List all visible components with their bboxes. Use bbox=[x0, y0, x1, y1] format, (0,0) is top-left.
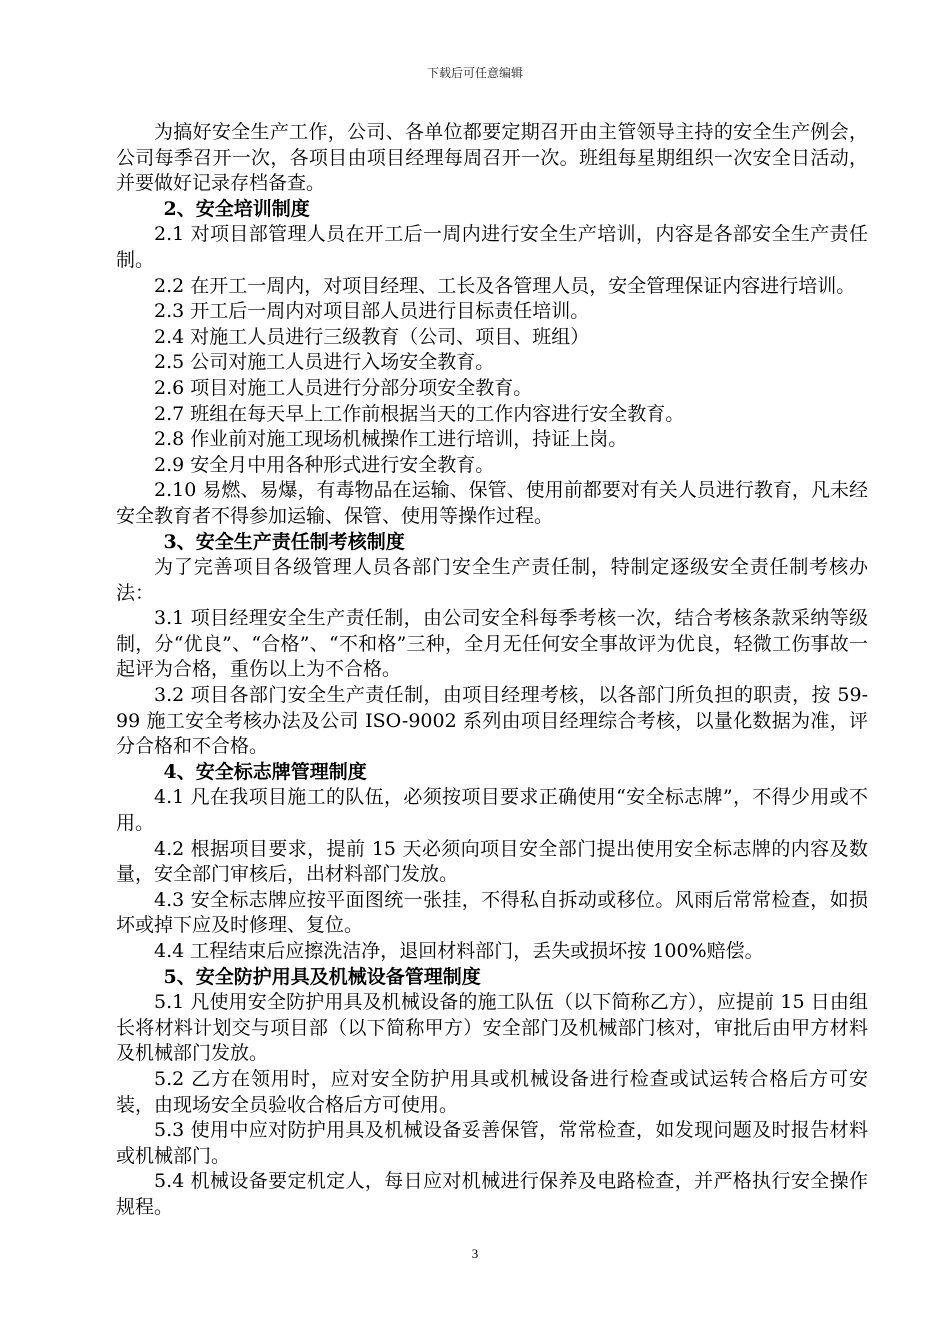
paragraph: 3.1 项目经理安全生产责任制，由公司安全科每季考核一次，结合考核条款采纳等级制，分“优良”、“合格”、“不和格”三种，全月无任何安全事故评为优良，轻微工伤事故一起评为合格，重伤以上为不合格。 bbox=[116, 607, 868, 681]
paragraph: 5.2 乙方在领用时，应对安全防护用具或机械设备进行检查或试运转合格后方可安装，由现场安全员验收合格后方可使用。 bbox=[116, 1067, 868, 1116]
paragraph: 2.7 班组在每天早上工作前根据当天的工作内容进行安全教育。 bbox=[154, 402, 685, 425]
paragraph: 2.9 安全月中用各种形式进行安全教育。 bbox=[154, 453, 495, 476]
paragraph: 2.10 易燃、易爆，有毒物品在运输、保管、使用前都要对有关人员进行教育，凡未经安全教育者不得参加运输、保管、使用等操作过程。 bbox=[116, 479, 868, 527]
paragraph: 4.2 根据项目要求，提前 15 天必须向项目安全部门提出使用安全标志牌的内容及数量，安全部门审核后，出材料部门发放。 bbox=[116, 837, 868, 886]
paragraph: 2.8 作业前对施工现场机械操作工进行培训，持证上岗。 bbox=[154, 428, 628, 451]
section-heading: 5、安全防护用具及机械设备管理制度 bbox=[163, 965, 481, 988]
paragraph: 为了完善项目各级管理人员各部门安全生产责任制，特制定逐级安全责任制考核办法： bbox=[116, 556, 868, 604]
paragraph: 5.3 使用中应对防护用具及机械设备妥善保管，常常检查，如发现问题及时报告材料或机械部门。 bbox=[116, 1119, 868, 1167]
paragraph: 2.6 项目对施工人员进行分部分项安全教育。 bbox=[154, 376, 533, 399]
section-heading: 2、安全培训制度 bbox=[163, 197, 310, 220]
section-heading: 4、安全标志牌管理制度 bbox=[163, 760, 367, 783]
paragraph: 2.5 公司对施工人员进行入场安全教育。 bbox=[154, 351, 495, 374]
paragraph: 为搞好安全生产工作，公司、各单位都要定期召开由主管领导主持的安全生产例会，公司每季召开一次，各项目由项目经理每周召开一次。班组每星期组织一次安全日活动，并要做好记录存档备查。 bbox=[116, 121, 868, 195]
paragraph: 5.1 凡使用安全防护用具及机械设备的施工队伍（以下简称乙方），应提前 15 日由组长将材料计划交与项目部（以下简称甲方）安全部门及机械部门核对，审批后由甲方材料及机械部门发放。 bbox=[116, 991, 868, 1065]
paragraph: 4.1 凡在我项目施工的队伍，必须按项目要求正确使用“安全标志牌”，不得少用或不用。 bbox=[116, 786, 868, 835]
paragraph: 2.3 开工后一周内对项目部人员进行目标责任培训。 bbox=[154, 300, 590, 323]
paragraph: 4.3 安全标志牌应按平面图统一张挂，不得私自拆动或移位。风雨后常常检查，如损坏或掉下应及时修理、复位。 bbox=[116, 888, 868, 937]
paragraph: 5.4 机械设备要定机定人，每日应对机械进行保养及电路检查，并严格执行安全操作规程。 bbox=[116, 1170, 868, 1218]
paragraph: 2.4 对施工人员进行三级教育（公司、项目、班组） bbox=[154, 325, 590, 348]
page-number: 3 bbox=[471, 1246, 479, 1261]
paragraph: 2.1 对项目部管理人员在开工后一周内进行安全生产培训，内容是各部安全生产责任制。 bbox=[116, 223, 868, 271]
paragraph: 3.2 项目各部门安全生产责任制，由项目经理考核，以各部门所负担的职责，按 59-99 施工安全考核办法及公司 ISO-9002 系列由项目经理综合考核，以量化数据为准，评分合格和不合格。 bbox=[116, 684, 868, 758]
paragraph: 2.2 在开工一周内，对项目经理、工长及各管理人员，安全管理保证内容进行培训。 bbox=[154, 274, 856, 297]
section-heading: 3、安全生产责任制考核制度 bbox=[163, 530, 405, 553]
page-header: 下载后可任意编辑 bbox=[426, 66, 523, 80]
document-body bbox=[116, 120, 868, 1221]
paragraph: 4.4 工程结束后应擦洗洁净，退回材料部门，丢失或损坏按 100%赔偿。 bbox=[154, 940, 764, 962]
